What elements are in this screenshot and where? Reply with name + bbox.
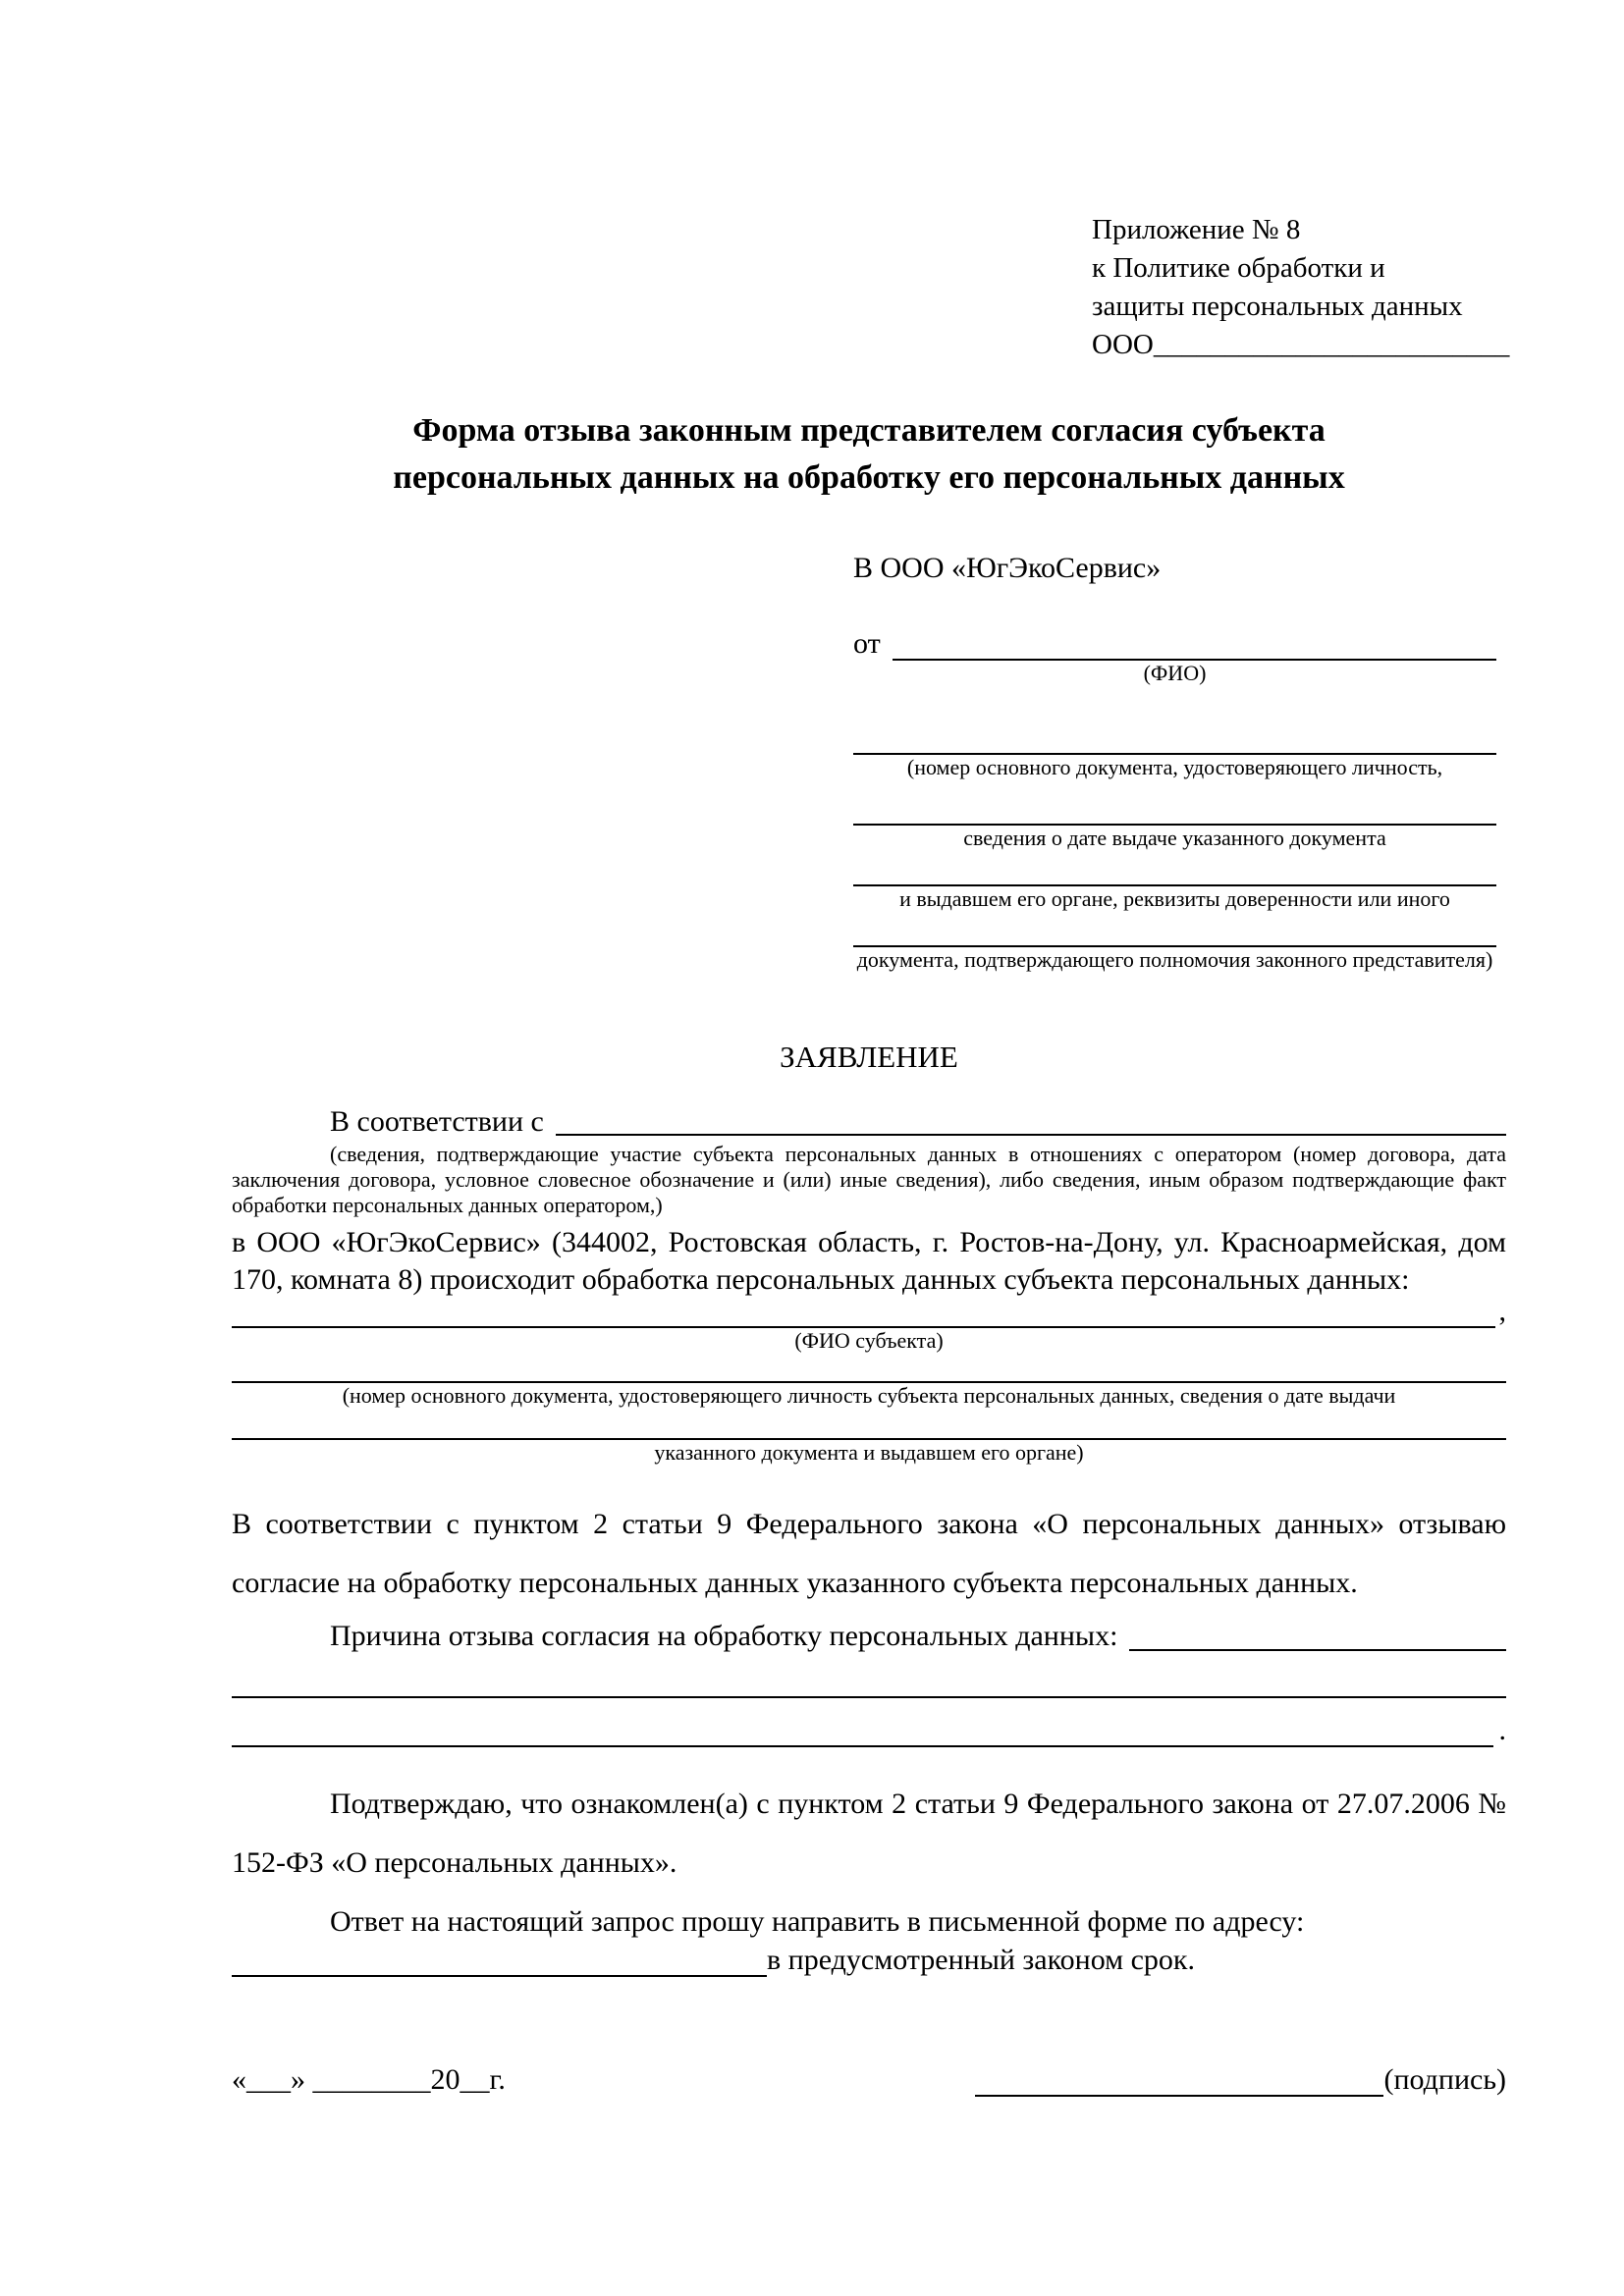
annex-header (1092, 211, 1508, 364)
reply-paragraph: Ответ на настоящий запрос прошу направить в письменной форме по адресу: (330, 1905, 1305, 1938)
doc-blank-line-1 (853, 686, 1496, 755)
accordance-blank-line (556, 1134, 1506, 1136)
reason-period: . (1498, 1714, 1506, 1746)
doc-caption-2: сведения о дате выдаче указанного документа (963, 826, 1386, 850)
subject-doc-caption-2: указанного документа и выдавшем его органе) (654, 1440, 1084, 1465)
addressee-organization: В ООО «ЮгЭкоСервис» (853, 552, 1162, 584)
subject-doc-caption-1: (номер основного документа, удостоверяющего личность субъекта персональных данных, сведения о дате выдачи (342, 1383, 1396, 1408)
doc-blank-line-2 (853, 780, 1496, 826)
footer-row (232, 2063, 1506, 2097)
doc-blank-line-4 (853, 912, 1496, 947)
subject-doc-blank-line-1 (232, 1354, 1506, 1383)
reason-prefix: Причина отзыва согласия на обработку персональных данных: (330, 1620, 1118, 1652)
reason-blank-line-1 (1129, 1649, 1506, 1651)
subject-fio-row (232, 1295, 1506, 1328)
doc-caption-3: и выдавшем его органе, реквизиты доверенности или иного (899, 886, 1450, 911)
subject-doc-blank-line-2 (232, 1409, 1506, 1440)
operator-paragraph: в ООО «ЮгЭкоСервис» (344002, Ростовская область, г. Ростов-на-Дону, ул. Красноармейская, дом 170, комната 8) происходит обработка персональных данных субъекта персональных данных: (232, 1226, 1506, 1296)
accordance-prefix: В соответствии с (330, 1105, 544, 1138)
reason-blank-line-3 (232, 1745, 1493, 1747)
reason-period-row (232, 1698, 1506, 1747)
subject-fio-caption: (ФИО субъекта) (794, 1328, 944, 1353)
annex-policy-line2: защиты персональных данных (1092, 291, 1463, 322)
from-row (853, 623, 1496, 661)
doc-blank-line-3 (853, 851, 1496, 886)
document-title-line1: Форма отзыва законным представителем согласия субъекта (412, 412, 1326, 449)
subject-fio-comma: , (1498, 1295, 1506, 1327)
annex-ooo-blank: ООО_________________________ (1092, 329, 1510, 360)
document-title-line2: персональных данных на обработку его персональных данных (393, 459, 1345, 496)
signature-blank-line (975, 2067, 1383, 2097)
accordance-row (232, 1106, 1506, 1136)
confirmation-paragraph: Подтверждаю, что ознакомлен(а) с пунктом 2 статьи 9 Федерального закона от 27.07.2006 № 152-ФЗ «О персональных данных». (232, 1788, 1506, 1879)
from-label: от (853, 627, 881, 660)
doc-caption-4: документа, подтверждающего полномочия законного представителя) (856, 947, 1493, 972)
annex-policy-line1: к Политике обработки и (1092, 252, 1385, 284)
reason-row (232, 1618, 1506, 1651)
withdrawal-paragraph: В соответствии с пунктом 2 статьи 9 Федерального закона «О персональных данных» отзываю согласие на обработку персональных данных указанного субъекта персональных данных. (232, 1508, 1506, 1599)
signature-caption: (подпись) (1383, 2063, 1506, 2096)
reply-address-blank-line (232, 1951, 767, 1977)
reply-address-row (232, 1944, 1506, 1977)
addressee-block (853, 551, 1496, 973)
document-title (232, 407, 1506, 502)
small-print-note: (сведения, подтверждающие участие субъекта персональных данных в отношениях с оператором (номер договора, дата заключения договора, условное словесное обозначение и (или) иные сведения), либо сведения, иным образом подтверждающие факт обработки персональных данных оператором,) (232, 1142, 1506, 1217)
reason-blank-line-2 (232, 1651, 1506, 1698)
reply-suffix: в предусмотренный законом срок. (767, 1944, 1195, 1976)
doc-caption-1: (номер основного документа, удостоверяющего личность, (906, 755, 1443, 779)
fio-caption: (ФИО) (1143, 661, 1207, 685)
annex-number: Приложение № 8 (1092, 214, 1301, 245)
date-blank: «___» ________20__г. (232, 2063, 506, 2096)
statement-heading: ЗАЯВЛЕНИЕ (780, 1040, 958, 1074)
signature-block (975, 2063, 1506, 2097)
